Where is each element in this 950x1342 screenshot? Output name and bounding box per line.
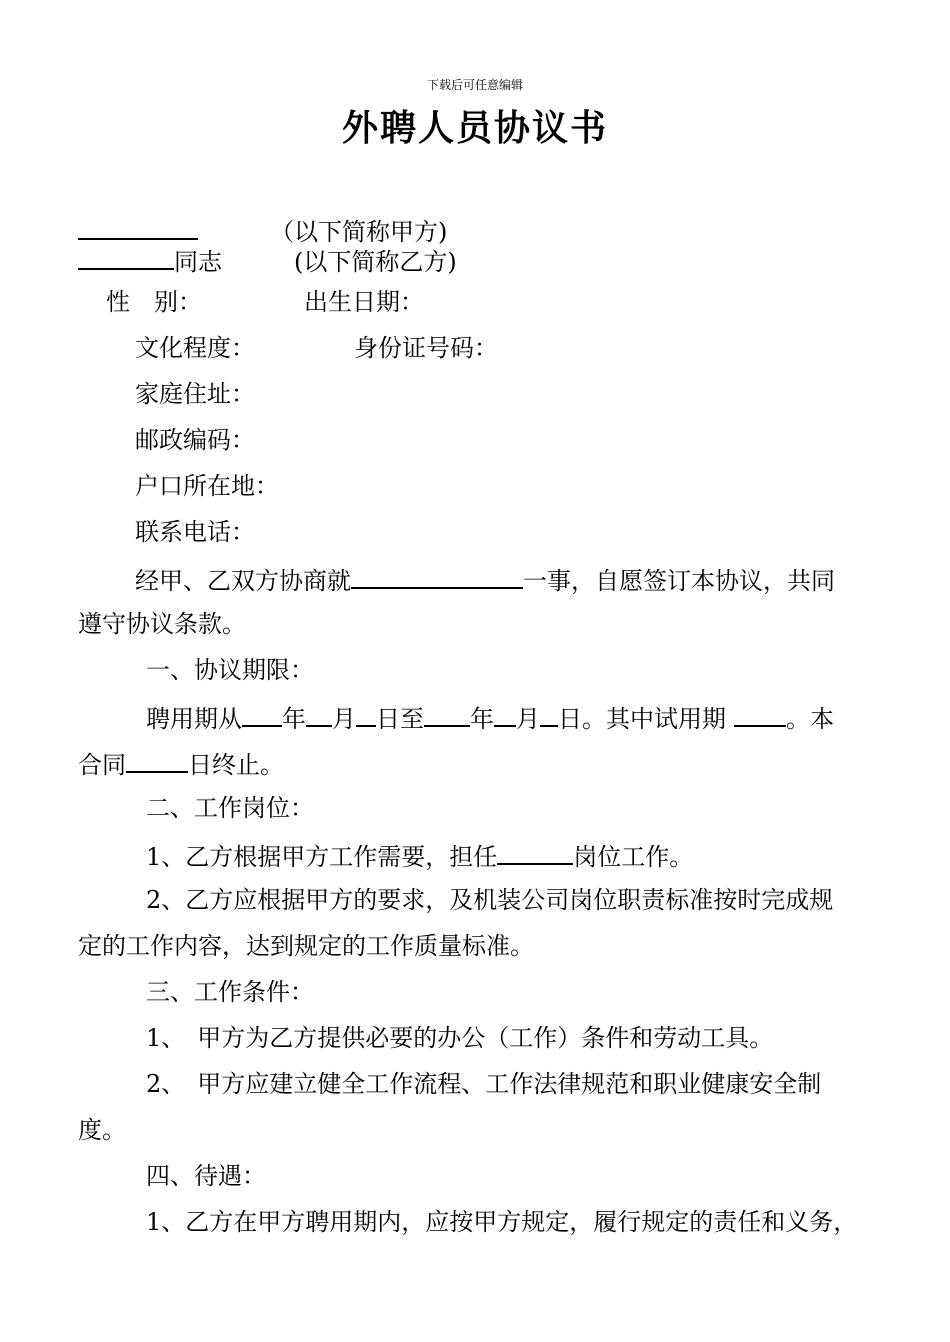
home-address-label: 家庭住址： [135, 380, 255, 408]
section-1-para-line-2 [78, 747, 284, 780]
ben-label: 。本 [786, 705, 834, 733]
term-from: 聘用期从 [146, 705, 242, 733]
section-4-heading: 四、待遇： [146, 1162, 266, 1190]
party-b-line [78, 244, 457, 277]
section-4-item-1-line-1: 1、乙方在甲方聘用期内，应按甲方规定，履行规定的责任和义务， [146, 1208, 858, 1236]
year-label: 年 [282, 705, 306, 733]
start-day-blank [356, 701, 376, 727]
contract-label: 合同 [78, 751, 126, 779]
party-b-suffix: (以下简称乙方) [294, 248, 457, 276]
section-2-heading: 二、工作岗位： [146, 794, 314, 822]
intro-line-2: 遵守协议条款。 [78, 610, 246, 638]
position-suffix: 岗位工作。 [573, 843, 694, 871]
position-blank [497, 839, 573, 865]
party-a-suffix: （以下简称甲方) [270, 218, 448, 246]
intro-part2: 一事，自愿签订本协议，共同 [523, 567, 835, 595]
document-title: 外聘人员协议书 [341, 108, 608, 149]
trial-period-blank [734, 701, 786, 727]
section-2-item-1 [146, 839, 693, 872]
section-3-item-2-line-1: 2、 甲方应建立健全工作流程、工作法律规范和职业健康安全制 [146, 1070, 822, 1098]
phone-label: 联系电话： [135, 518, 255, 546]
header-note: 下载后可任意编辑 [426, 78, 523, 92]
party-a-blank [78, 214, 198, 240]
end-day-blank [540, 701, 558, 727]
end-month-blank [494, 701, 516, 727]
birth-date-label: 出生日期： [304, 288, 424, 316]
party-b-tongzhi: 同志 [174, 248, 222, 276]
day-to-label: 日至 [376, 705, 424, 733]
trial-period-label: 日。其中试用期 [558, 705, 726, 733]
start-month-blank [306, 701, 332, 727]
section-2-item-2-line-2: 定的工作内容，达到规定的工作质量标准。 [78, 932, 534, 960]
section-3-heading: 三、工作条件： [146, 978, 314, 1006]
party-b-blank [78, 244, 174, 270]
gender-label: 性 别： [106, 288, 202, 316]
termination-label: 日终止。 [188, 751, 284, 779]
position-text: 1、乙方根据甲方工作需要，担任 [146, 843, 498, 871]
month-label-2: 月 [516, 705, 540, 733]
end-year-blank [424, 701, 470, 727]
year-label-2: 年 [470, 705, 494, 733]
postal-code-label: 邮政编码： [135, 426, 255, 454]
intro-part1: 经甲、乙双方协商就 [135, 567, 351, 595]
section-3-item-2-line-2: 度。 [78, 1116, 126, 1144]
section-1-heading: 一、协议期限： [146, 656, 314, 684]
month-label: 月 [332, 705, 356, 733]
intro-blank [351, 563, 523, 589]
id-number-label: 身份证号码： [354, 334, 498, 362]
section-2-item-2-line-1: 2、乙方应根据甲方的要求，及机装公司岗位职责标准按时完成规 [146, 886, 834, 914]
hukou-label: 户口所在地： [135, 472, 279, 500]
start-year-blank [242, 701, 282, 727]
section-3-item-1: 1、 甲方为乙方提供必要的办公（工作）条件和劳动工具。 [146, 1024, 774, 1052]
section-1-para-line-1 [146, 701, 834, 734]
party-a-line [78, 214, 447, 247]
education-label: 文化程度： [135, 334, 255, 362]
intro-line-1 [135, 563, 835, 596]
termination-day-blank [126, 747, 188, 773]
